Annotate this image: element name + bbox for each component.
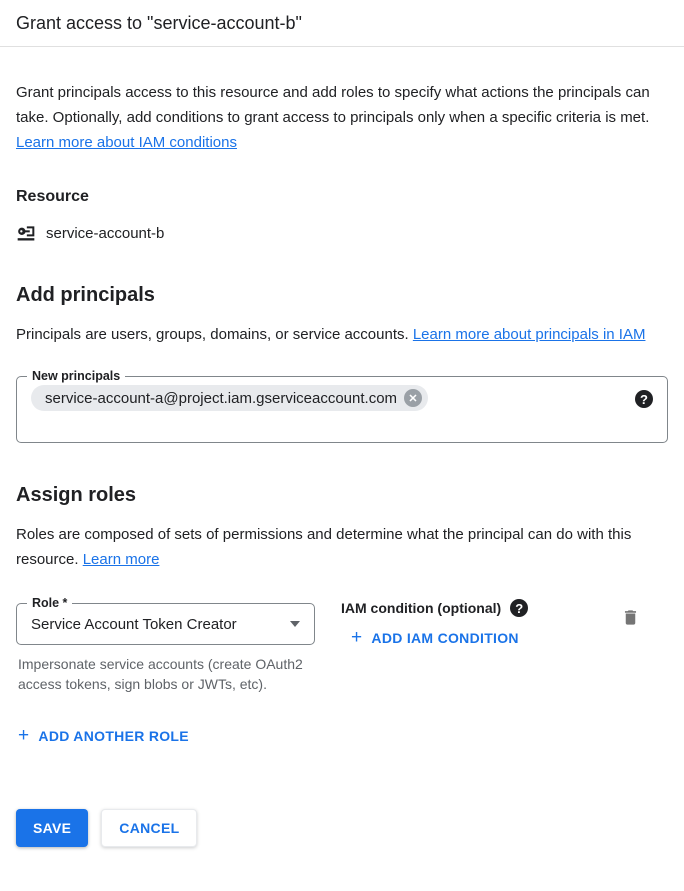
resource-row [16, 223, 668, 243]
plus-icon: + [18, 725, 30, 746]
principals-description-text: Principals are users, groups, domains, or service accounts. [16, 326, 413, 343]
intro-text: Grant principals access to this resource and add roles to specify what actions the principals can take. Optionally, add conditions to grant access to principals only when a specific criteria is met. [16, 84, 650, 126]
iam-condition-label: IAM condition (optional) [341, 600, 502, 616]
new-principals-field[interactable] [16, 369, 668, 443]
principal-chip [31, 385, 428, 411]
roles-description [16, 522, 668, 572]
dialog-actions [0, 809, 684, 847]
roles-description-text: Roles are composed of sets of permissions and determine what the principal can do with this resource. [16, 526, 632, 568]
add-principals-heading: Add principals [16, 284, 155, 306]
principal-chip-text: service-account-a@project.iam.gserviceaccount.com [45, 389, 398, 407]
principals-learn-more-link[interactable]: Learn more about principals in IAM [412, 326, 646, 343]
delete-role-button[interactable] [621, 608, 640, 630]
plus-icon: + [351, 627, 363, 648]
cancel-button[interactable]: CANCEL [101, 809, 197, 847]
roles-learn-more-link[interactable]: Learn more [82, 551, 160, 568]
iam-condition-help-icon[interactable]: ? [510, 599, 528, 617]
add-iam-condition-label: ADD IAM CONDITION [371, 630, 519, 646]
title-divider [0, 46, 684, 47]
assign-roles-heading: Assign roles [16, 484, 137, 506]
resource-name: service-account-b [46, 224, 165, 242]
service-account-icon [16, 223, 36, 243]
save-button[interactable]: SAVE [16, 809, 88, 847]
role-select[interactable] [16, 596, 315, 645]
chevron-down-icon [290, 621, 300, 627]
iam-condition-column [315, 600, 621, 694]
resource-heading: Resource [16, 188, 89, 205]
role-column [16, 596, 315, 694]
new-principals-label: New principals [27, 368, 125, 384]
role-label: Role * [27, 595, 72, 611]
delete-role-column [621, 603, 640, 694]
role-helper-text: Impersonate service accounts (create OAuth2 access tokens, sign blobs or JWTs, etc). [18, 656, 303, 692]
role-row [16, 596, 668, 694]
add-iam-condition-button[interactable] [351, 627, 519, 648]
add-another-role-button[interactable] [18, 725, 189, 746]
role-value: Service Account Token Creator [31, 615, 237, 633]
add-another-role-label: ADD ANOTHER ROLE [38, 728, 189, 744]
chip-remove-icon[interactable]: ✕ [404, 389, 422, 407]
iam-conditions-link[interactable]: Learn more about IAM conditions [16, 134, 237, 151]
dialog-title: Grant access to "service-account-b" [16, 13, 302, 33]
intro-paragraph [16, 80, 668, 155]
principals-description [16, 322, 668, 347]
trash-icon [621, 608, 640, 627]
iam-condition-label-row [341, 599, 621, 617]
principals-help-icon[interactable]: ? [635, 390, 653, 408]
